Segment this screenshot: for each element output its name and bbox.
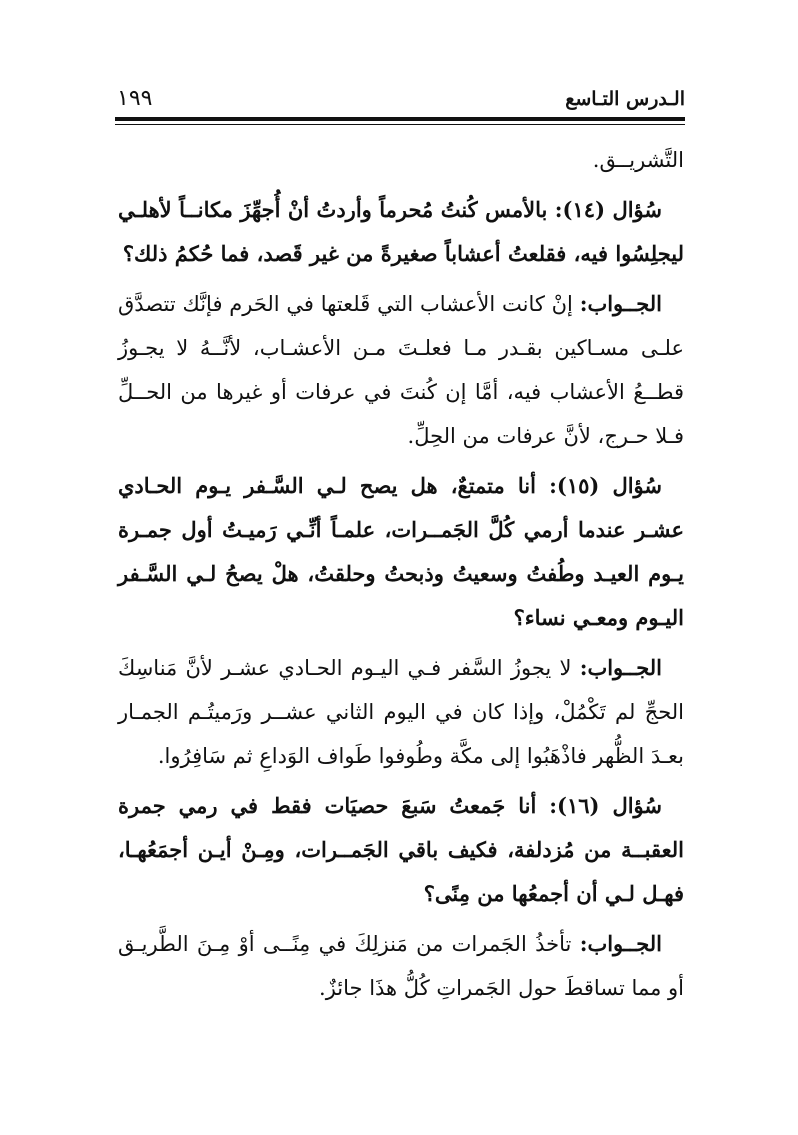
answer-text: إنْ كانت الأعشاب التي قَلعتها في الحَرم فإنَّك تتصدَّق علـى مسـاكين بقـدر مـا فعلـتَ مـن الأعشـاب، لأنَّــهُ لا يجـوزُ قطــعُ الأعشاب فيه، أمَّا إن كُنتَ في عرفات أو غيرها من الحــلِّ فـلا حـرج، لأنَّ عرفات من الحِلِّ. <box>118 292 684 448</box>
answer-label: الجــواب: <box>579 931 662 956</box>
answer-15 <box>118 646 684 778</box>
page-header <box>115 88 685 116</box>
question-text: سُؤال (١٤): بالأمس كُنتُ مُحرماً وأردتُ أنْ أُجهِّزَ مكانــاً لأهلـي ليجلِسُوا فيه، فقلعتُ أعشاباً صغيرةً من غير قَصد، فما حُكمُ ذلك؟ <box>118 197 684 266</box>
question-15 <box>118 464 684 640</box>
answer-label: الجــواب: <box>579 655 662 680</box>
page-body <box>118 138 684 1016</box>
paragraph-text: التَّشريــق. <box>592 148 684 172</box>
page-number: ١٩٩ <box>117 86 153 111</box>
question-text: سُؤال (١٦): أنا جَمعتُ سَبعَ حصيَات فقط في رمي جمرة العقبــة من مُزدلفة، فكيف باقي الجَمــرات، ومِـنْ أيـن أجمَعُهـا، فهـل لـي أن أجمعُها من مِنًى؟ <box>118 793 684 906</box>
paragraph-continuation <box>118 138 684 182</box>
header-rule-thin <box>115 124 685 125</box>
chapter-title: الـدرس التـاسع <box>565 88 685 110</box>
answer-text: لا يجوزُ السَّفر فـي اليـوم الحـادي عشـر لأنَّ مَناسِكَ الحجِّ لم تَكْمُلْ، وإذا كان في اليوم الثاني عشــر ورَميتُـم الجمـار بعـدَ الظُّهر فاذْهَبُوا إلى مكَّة وطُوفوا طَواف الوَداعِ ثم سَافِرُوا. <box>118 656 684 768</box>
header-rule-thick <box>115 117 685 121</box>
answer-16 <box>118 922 684 1010</box>
question-text: سُؤال (١٥): أنا متمتعٌ، هل يصح لـي السَّـفر يـوم الحـادي عشـر عندما أرمي كُلَّ الجَمــرات، علمـاً أنِّـي رَميـتُ أول جمـرة يـوم العيـد وطُفتُ وسعيتُ وذبحتُ وحلقتُ، هلْ يصحُ لـي السَّـفر اليـوم ومعـي نساء؟ <box>118 473 684 630</box>
answer-label: الجــواب: <box>579 291 662 316</box>
answer-14 <box>118 282 684 458</box>
question-16 <box>118 784 684 916</box>
question-14 <box>118 188 684 276</box>
answer-text: تأخذُ الجَمرات من مَنزلِكَ في مِنًــى أوْ مِـنَ الطَّريـق أو مما تساقطَ حول الجَمراتِ كُلُّ هذَا جائزٌ. <box>118 932 684 1000</box>
